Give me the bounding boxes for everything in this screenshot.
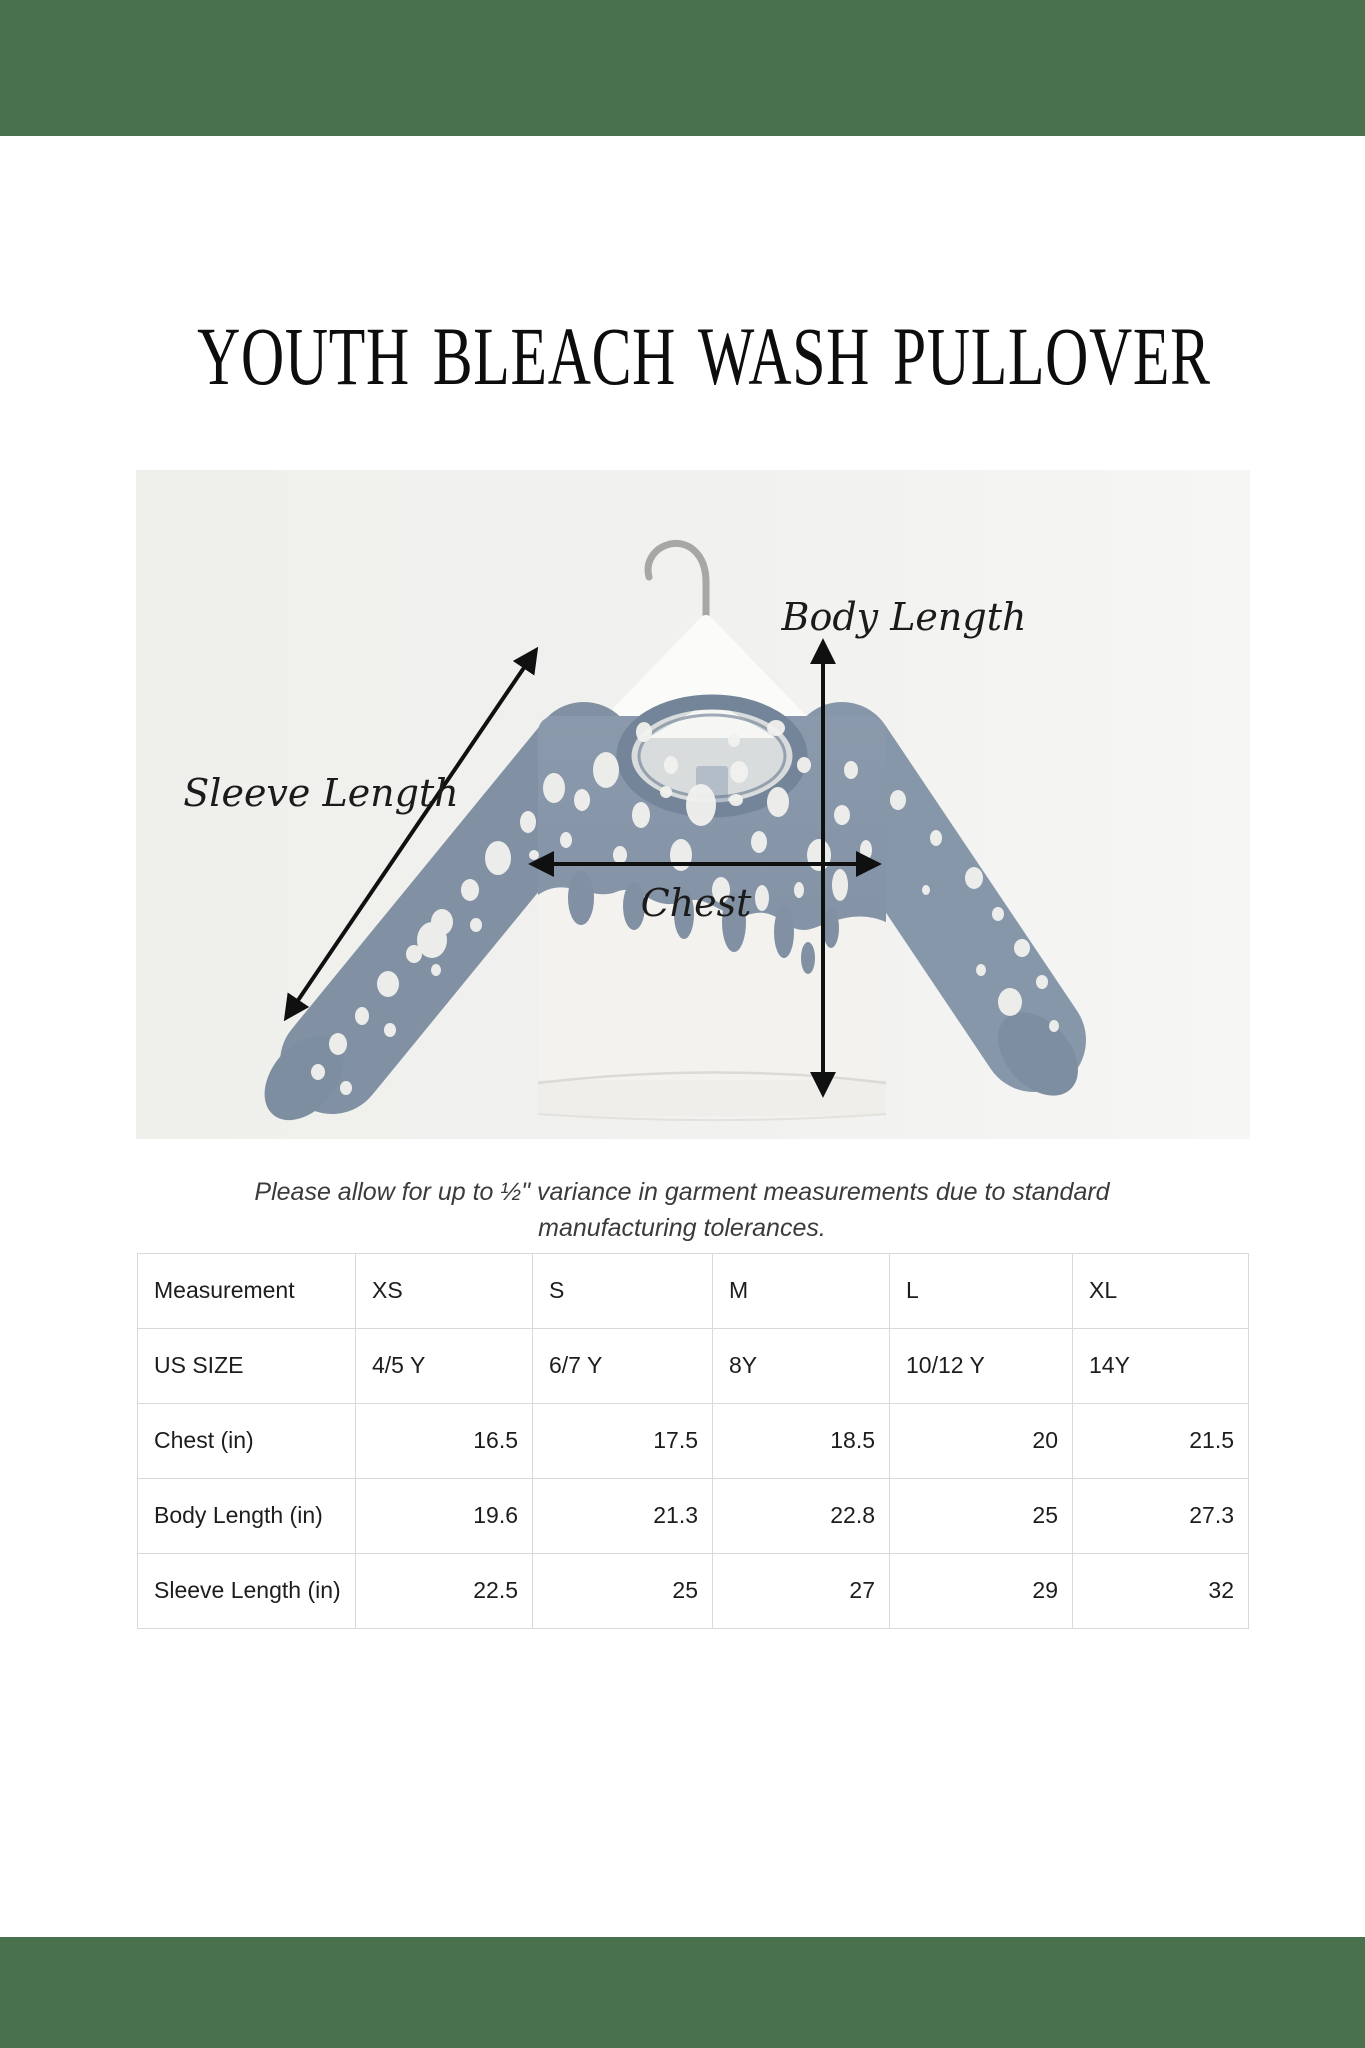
- size-table: [137, 1253, 1249, 1629]
- table-row-us-size: [138, 1329, 1249, 1404]
- row-label: Body Length (in): [138, 1479, 356, 1554]
- table-cell: 21.3: [533, 1479, 713, 1554]
- product-photo: [136, 470, 1250, 1139]
- column-header: S: [533, 1254, 713, 1329]
- chest-label: Chest: [640, 881, 752, 925]
- table-cell: 25: [533, 1554, 713, 1629]
- table-row-body-length: [138, 1479, 1249, 1554]
- bottom-green-band: [0, 1937, 1365, 2048]
- table-cell: 22.8: [713, 1479, 890, 1554]
- table-cell: 29: [890, 1554, 1073, 1629]
- table-cell: 4/5 Y: [356, 1329, 533, 1404]
- row-label: Chest (in): [138, 1404, 356, 1479]
- table-cell: 19.6: [356, 1479, 533, 1554]
- row-label: Sleeve Length (in): [138, 1554, 356, 1629]
- table-cell: 20: [890, 1404, 1073, 1479]
- table-cell: 27: [713, 1554, 890, 1629]
- variance-note: Please allow for up to ½" variance in garment measurements due to standard manufacturing tolerances.: [254, 1178, 1110, 1242]
- page-title: YOUTH BLEACH WASH PULLOVER: [197, 310, 1211, 402]
- table-cell: 8Y: [713, 1329, 890, 1404]
- table-cell: 22.5: [356, 1554, 533, 1629]
- table-cell: 14Y: [1073, 1329, 1249, 1404]
- table-cell: 21.5: [1073, 1404, 1249, 1479]
- column-header: L: [890, 1254, 1073, 1329]
- table-cell: 18.5: [713, 1404, 890, 1479]
- table-cell: 27.3: [1073, 1479, 1249, 1554]
- column-header: XS: [356, 1254, 533, 1329]
- column-header: XL: [1073, 1254, 1249, 1329]
- table-row-chest: [138, 1404, 1249, 1479]
- table-cell: 6/7 Y: [533, 1329, 713, 1404]
- table-row-sleeve-length: [138, 1554, 1249, 1629]
- table-header-row: [138, 1254, 1249, 1329]
- table-cell: 17.5: [533, 1404, 713, 1479]
- sleeve-length-label: Sleeve Length: [183, 771, 459, 815]
- table-cell: 32: [1073, 1554, 1249, 1629]
- table-cell: 10/12 Y: [890, 1329, 1073, 1404]
- column-header: M: [713, 1254, 890, 1329]
- column-header: Measurement: [138, 1254, 356, 1329]
- title-wrap: [0, 308, 1365, 404]
- body-length-label: Body Length: [781, 595, 1027, 639]
- top-green-band: [0, 0, 1365, 136]
- table-cell: 25: [890, 1479, 1073, 1554]
- table-cell: 16.5: [356, 1404, 533, 1479]
- row-label: US SIZE: [138, 1329, 356, 1404]
